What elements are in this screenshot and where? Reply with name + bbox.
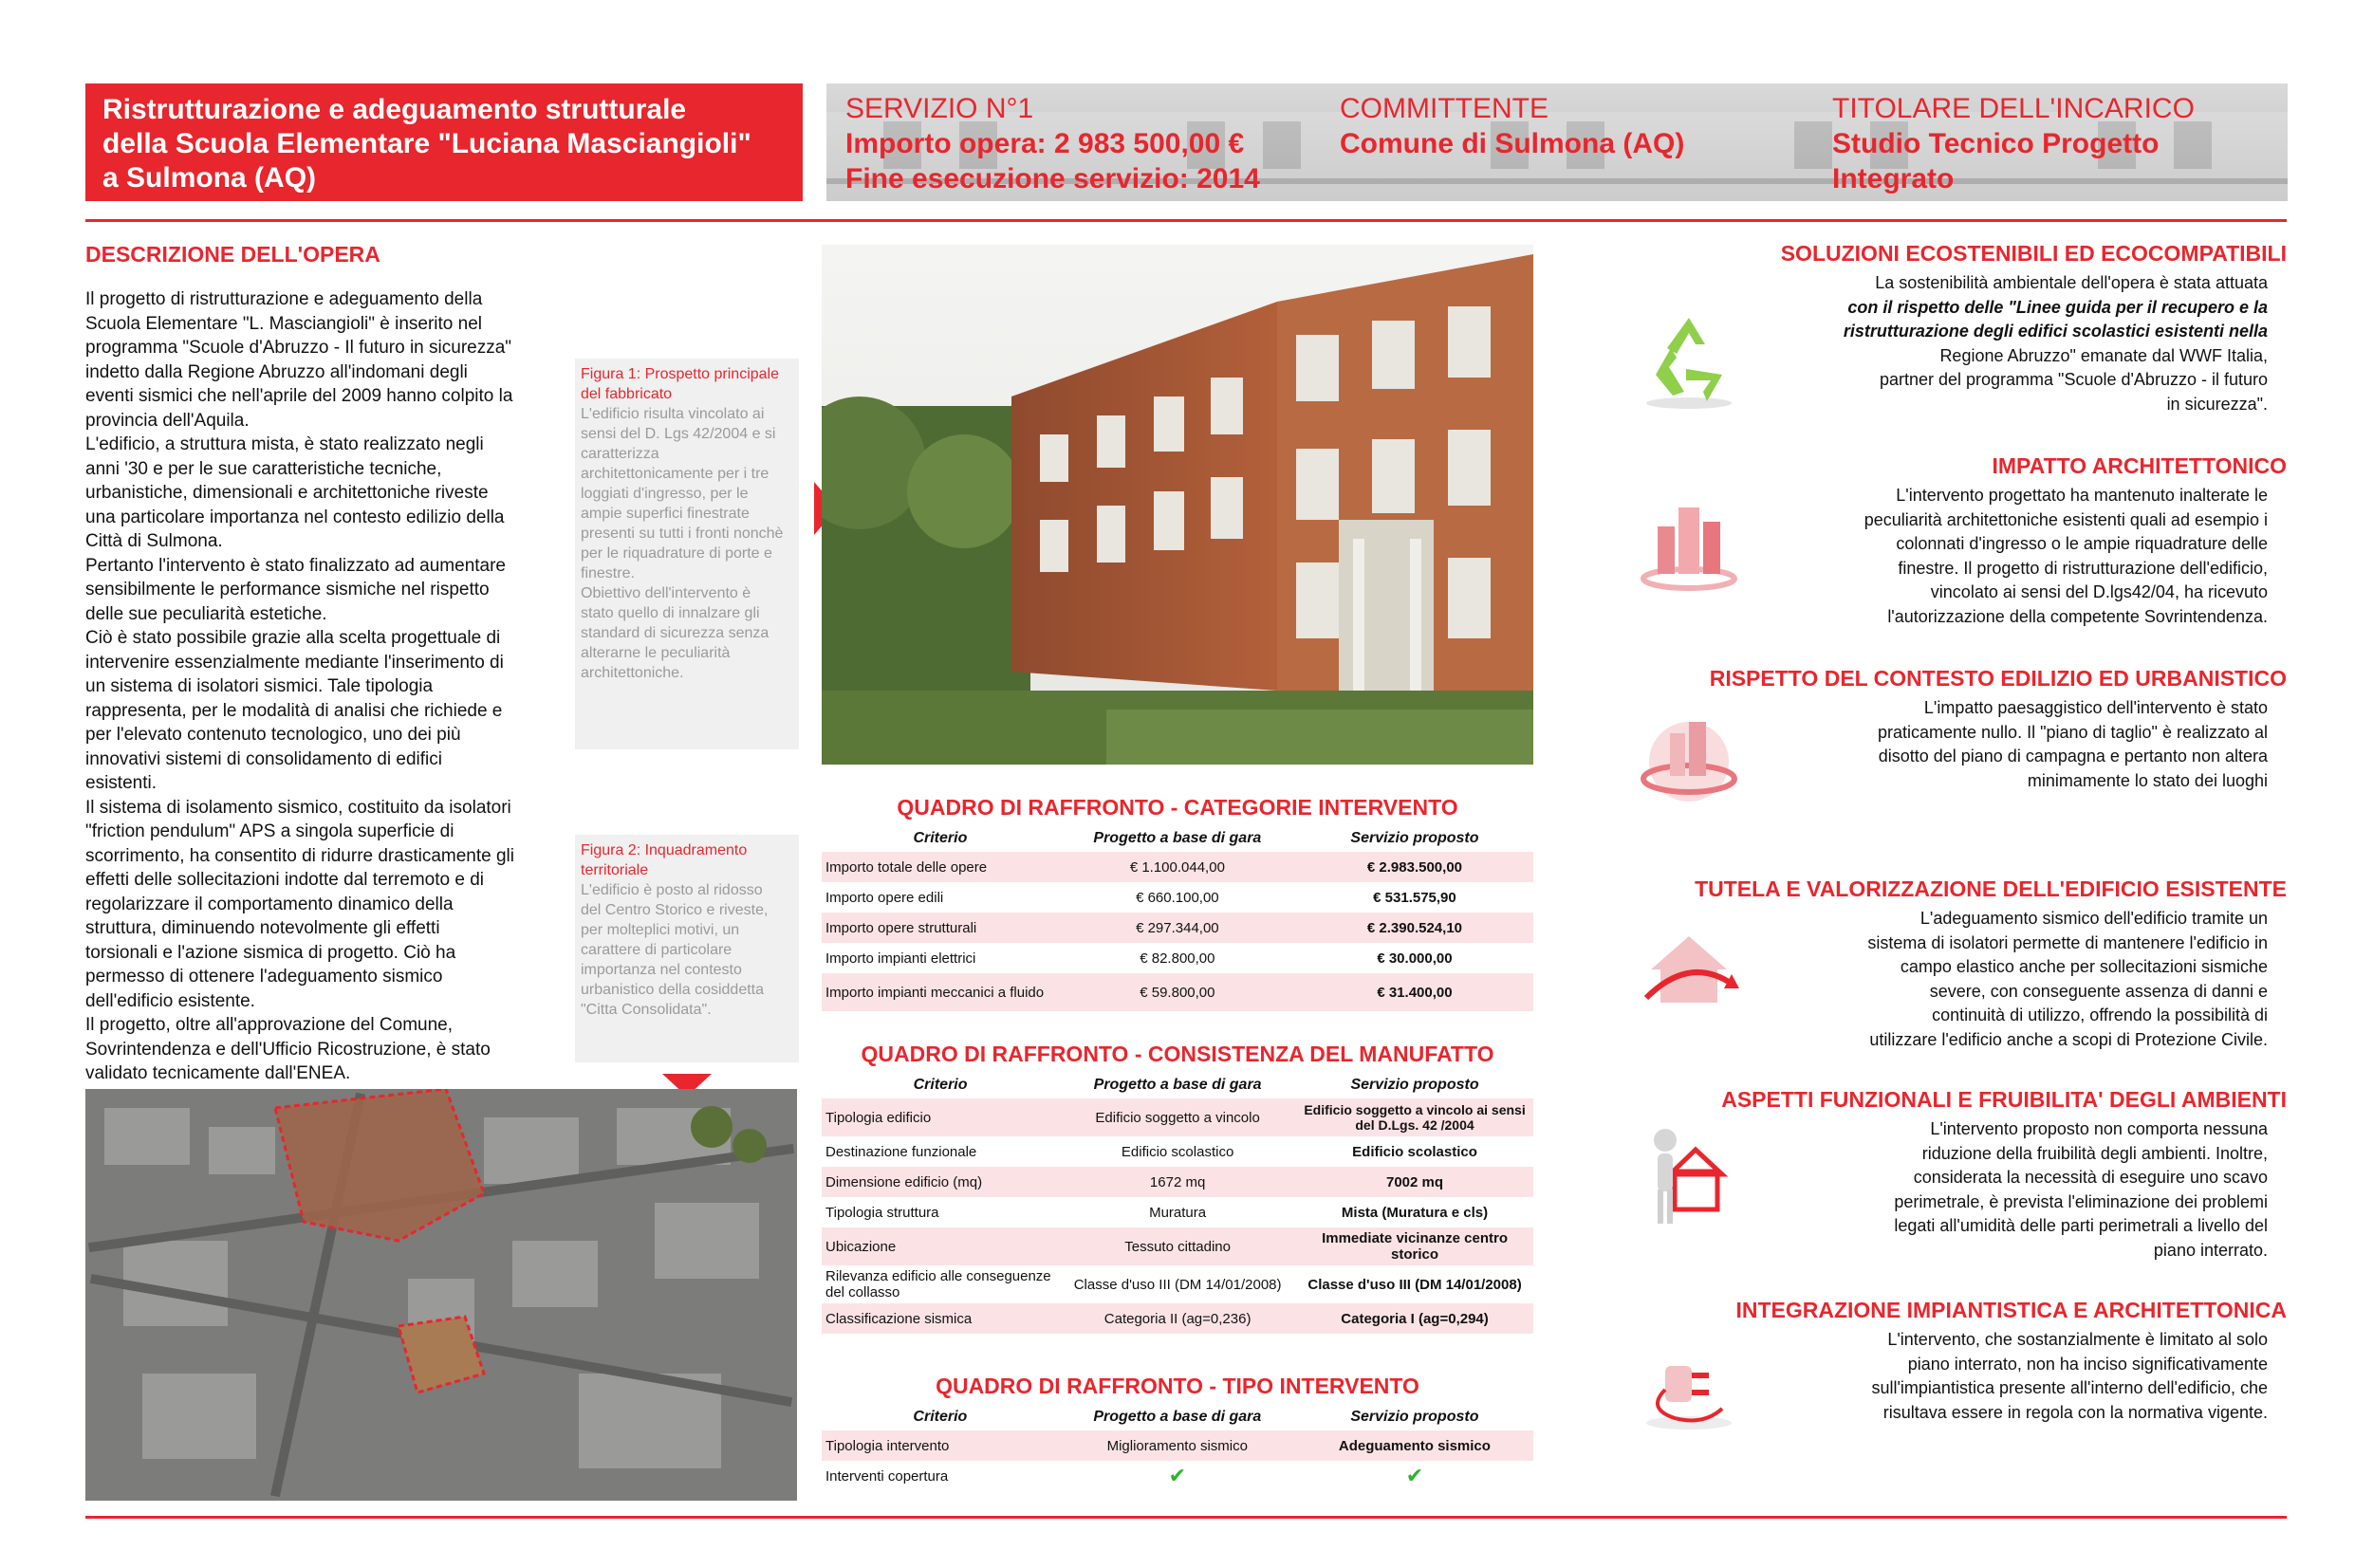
- text-line: Pertanto l'intervento è stato finalizzato ad aumentare: [85, 555, 507, 576]
- header-progetto: Progetto a base di gara: [1093, 830, 1262, 846]
- cell-progetto: € 660.100,00: [1136, 889, 1219, 906]
- recycle-icon: [1632, 304, 1746, 417]
- tutela-text: [1717, 907, 2268, 1052]
- text-line: un sistema di isolatori sismici. Tale tipologia: [85, 676, 434, 696]
- cell-servizio: € 30.000,00: [1377, 950, 1453, 967]
- caption-line: standard di sicurezza senza: [581, 625, 770, 641]
- text-line: minimamente lo stato dei luoghi: [2027, 770, 2268, 790]
- importo-opera: Importo opera: 2 983 500,00 €: [845, 128, 1245, 159]
- text-line: L'intervento, che sostanzialmente è limitato al solo: [1887, 1330, 2268, 1349]
- text-line: rappresenta, per le modalità di analisi che richiede e: [85, 700, 503, 721]
- text-line: urbanistiche, dimensionali e architettoniche riveste: [85, 483, 489, 503]
- cell-servizio: Mista (Muratura e cls): [1341, 1204, 1489, 1221]
- cell-servizio: Immediate vicinanze centro storico: [1296, 1227, 1533, 1265]
- cell-criterio: Importo totale delle opere: [822, 852, 1059, 882]
- buildings-icon: [1632, 484, 1746, 598]
- cell-criterio: Ubicazione: [822, 1227, 1059, 1265]
- cell-criterio: Dimensione edificio (mq): [822, 1167, 1059, 1197]
- cell-progetto: € 1.100.044,00: [1059, 852, 1296, 882]
- header-criterio: Criterio: [913, 1409, 968, 1425]
- caption-line: carattere di particolare: [581, 942, 732, 958]
- tipo-title: QUADRO DI RAFFRONTO - TIPO INTERVENTO: [936, 1374, 1419, 1398]
- cell-progetto: Edificio scolastico: [1121, 1143, 1234, 1160]
- text-line: torsionali e l'azione sismica di progetto. Ciò ha: [85, 942, 456, 963]
- table-row: [822, 852, 1533, 882]
- integrazione-title: INTEGRAZIONE IMPIANTISTICA E ARCHITETTONICA: [1735, 1298, 2287, 1322]
- table-row: [822, 1303, 1533, 1334]
- titolare-block: [1832, 91, 2195, 196]
- text-line: regolarizzare il comportamento dinamico della: [85, 894, 454, 914]
- cell-progetto: Categoria II (ag=0,236): [1059, 1303, 1296, 1334]
- project-title-line: Ristrutturazione e adeguamento strutturale: [102, 94, 687, 125]
- header-servizio: Servizio proposto: [1350, 1409, 1479, 1425]
- categorie-title: QUADRO DI RAFFRONTO - CATEGORIE INTERVENTO: [897, 795, 1458, 820]
- table-header-row: [822, 1072, 1533, 1098]
- cell-criterio: Tipologia edificio: [822, 1098, 1059, 1136]
- caption-line: "Citta Consolidata".: [581, 1002, 712, 1018]
- caption-line: importanza nel contesto: [581, 962, 742, 978]
- cell-criterio: Destinazione funzionale: [825, 1143, 977, 1160]
- titolare-value: Integrato: [1832, 163, 1955, 194]
- cell-progetto: Classe d'uso III (DM 14/01/2008): [1073, 1276, 1282, 1293]
- cell-servizio: Edificio scolastico: [1352, 1143, 1477, 1160]
- cell-progetto: Edificio soggetto a vincolo: [1059, 1098, 1296, 1136]
- text-line: colonnati d'ingresso o le ampie riquadrature delle: [1896, 534, 2268, 553]
- text-line: L'intervento proposto non comporta nessuna: [1930, 1119, 2268, 1138]
- text-line: sensibilmente le performance sismiche nel rispetto: [85, 580, 490, 600]
- caption-line: caratterizza: [581, 446, 659, 462]
- table-row: [822, 1265, 1533, 1303]
- text-line: perimetrale, è prevista l'eliminazione dei problemi: [1894, 1191, 2268, 1211]
- table-row: [822, 1098, 1533, 1136]
- text-line: vincolato ai sensi del D.lgs42/04, ha ricevuto: [1930, 582, 2268, 601]
- text-line: La sostenibilità ambientale dell'opera è stata attuata: [1875, 273, 2268, 292]
- caption-line: per molteplici motivi, un: [581, 922, 740, 938]
- person-house-icon: [1632, 1119, 1746, 1233]
- table-row: [822, 973, 1533, 1011]
- cell-criterio: Classificazione sismica: [822, 1303, 1059, 1334]
- text-line: riduzione della fruibilità degli ambienti. Inoltre,: [1921, 1143, 2268, 1163]
- caption-line: loggiati d'ingresso, per le: [581, 486, 749, 502]
- text-line: Il progetto di ristrutturazione e adeguamento della: [85, 289, 483, 309]
- header-info-banner: [826, 83, 2288, 201]
- city-globe-icon: [1632, 700, 1746, 814]
- header-progetto: Progetto a base di gara: [1093, 1077, 1262, 1093]
- cell-servizio: € 31.400,00: [1296, 973, 1533, 1011]
- text-line: in sicurezza".: [2166, 394, 2268, 414]
- project-title-line: della Scuola Elementare "Luciana Masciangioli": [102, 128, 751, 159]
- figura1-caption: [575, 359, 799, 749]
- titolare-label: TITOLARE DELL'INCARICO: [1832, 93, 2195, 124]
- bottom-divider: [85, 1516, 2287, 1519]
- cell-progetto: € 82.800,00: [1140, 950, 1215, 967]
- header-servizio: Servizio proposto: [1350, 830, 1479, 846]
- committente-block: [1340, 91, 1684, 161]
- cell-criterio: Rilevanza edificio alle conseguenze del collasso: [825, 1268, 1051, 1301]
- consistenza-table: [822, 1072, 1533, 1334]
- text-line: campo elastico anche per sollecitazioni sismiche: [1900, 957, 2268, 976]
- header-criterio: Criterio: [913, 830, 968, 846]
- cell-servizio: Categoria I (ag=0,294): [1296, 1303, 1533, 1334]
- integrazione-text: [1717, 1328, 2268, 1425]
- text-line: Il progetto, oltre all'approvazione del Comune,: [85, 1015, 454, 1035]
- house-arrow-icon: [1632, 913, 1746, 1026]
- consistenza-title: QUADRO DI RAFFRONTO - CONSISTENZA DEL MANUFATTO: [861, 1042, 1494, 1066]
- text-line: esistenti.: [85, 773, 157, 793]
- table-header-row: [822, 1404, 1533, 1430]
- text-line: una particolare importanza nel contesto edilizio della: [85, 507, 505, 527]
- caption-line: finestre.: [581, 565, 635, 581]
- text-line: L'intervento progettato ha mantenuto inalterate le: [1896, 486, 2268, 505]
- text-line: Regione Abruzzo" emanate dal WWF Italia,: [1939, 345, 2268, 365]
- cell-criterio: Tipologia intervento: [822, 1430, 1059, 1461]
- aspetti-text: [1717, 1117, 2268, 1263]
- table-row: [822, 1167, 1533, 1197]
- cell-servizio: € 2.983.500,00: [1296, 852, 1533, 882]
- caption-line: sensi del D. Lgs 42/2004 e si: [581, 426, 776, 442]
- cell-criterio: Importo opere edili: [825, 889, 944, 906]
- text-line: anni '30 e per le sue caratteristiche tecniche,: [85, 458, 442, 479]
- text-line: struttura, diminuendo notevolmente gli effetti: [85, 918, 440, 938]
- cell-criterio: Interventi copertura: [825, 1467, 949, 1485]
- caption-line: per le riquadrature di porte e: [581, 545, 772, 562]
- fine-esecuzione: Fine esecuzione servizio: 2014: [845, 163, 1260, 194]
- rispetto-text: [1717, 696, 2268, 793]
- plug-icon: [1632, 1328, 1746, 1442]
- text-line: L'adeguamento sismico dell'edificio tramite un: [1919, 909, 2268, 928]
- text-line: severe, con conseguente assenza di danni e: [1929, 981, 2268, 1001]
- caption-line: architettonicamente per i tre: [581, 466, 770, 482]
- caption-line: presenti su tutti i fronti nonchè: [581, 526, 784, 542]
- table-row: [822, 1461, 1533, 1491]
- figura2-caption: [575, 835, 799, 1062]
- aerial-map: [85, 1089, 797, 1501]
- descrizione-title: DESCRIZIONE DELL'OPERA: [85, 242, 380, 267]
- cell-servizio: € 2.390.524,10: [1296, 913, 1533, 943]
- servizio-label: SERVIZIO N°1: [845, 93, 1034, 124]
- text-line: praticamente nullo. Il "piano di taglio" è realizzato al: [1877, 722, 2268, 742]
- table-row: [822, 1227, 1533, 1265]
- text-line: utilizzare l'edificio anche a scopi di Protezione Civile.: [1869, 1029, 2268, 1049]
- text-line: partner del programma "Scuole d'Abruzzo - il futuro: [1879, 370, 2268, 389]
- text-line: sistema di isolatori permette di mantenere l'edificio in: [1867, 932, 2268, 952]
- cell-progetto: Tessuto cittadino: [1059, 1227, 1296, 1265]
- tipo-table: [822, 1404, 1533, 1491]
- cell-servizio: € 531.575,90: [1373, 889, 1456, 906]
- text-line: con il rispetto delle "Linee guida per il recupero e la: [1847, 297, 2268, 317]
- committente-label: COMMITTENTE: [1340, 93, 1548, 124]
- text-line: disotto del piano di campagna e pertanto non altera: [1878, 747, 2268, 766]
- text-line: piano interrato.: [2153, 1240, 2268, 1260]
- text-line: dell'edificio esistente.: [85, 990, 255, 1011]
- check-icon: ✔: [1168, 1464, 1186, 1487]
- figura2-title: territoriale: [581, 862, 649, 878]
- text-line: Il sistema di isolamento sismico, costituito da isolatori: [85, 797, 511, 818]
- table-row: [822, 882, 1533, 913]
- categorie-table: [822, 825, 1533, 1011]
- table-row: [822, 913, 1533, 943]
- text-line: innovativi sistemi di consolidamento di edifici: [85, 748, 442, 769]
- cell-criterio: Importo impianti meccanici a fluido: [822, 973, 1059, 1011]
- caption-line: architettoniche.: [581, 665, 684, 681]
- header-progetto: Progetto a base di gara: [1093, 1409, 1262, 1425]
- text-line: finestre. Il progetto di ristrutturazione dell'edificio,: [1898, 558, 2268, 578]
- cell-servizio: Classe d'uso III (DM 14/01/2008): [1307, 1276, 1522, 1293]
- project-title-line: a Sulmona (AQ): [102, 162, 317, 194]
- caption-line: del Centro Storico e riveste,: [581, 902, 769, 918]
- figura2-title: Figura 2: Inquadramento: [581, 842, 748, 858]
- text-line: considerata la necessità di eseguire uno scavo: [1913, 1168, 2268, 1187]
- rispetto-title: RISPETTO DEL CONTESTO EDILIZIO ED URBANISTICO: [1709, 666, 2287, 691]
- building-photo: [822, 245, 1533, 765]
- text-line: peculiarità architettoniche esistenti quali ad esempio i: [1864, 509, 2268, 529]
- cell-criterio: Importo opere strutturali: [822, 913, 1059, 943]
- impatto-title: IMPATTO ARCHITETTONICO: [1992, 453, 2287, 478]
- cell-progetto: € 297.344,00: [1059, 913, 1296, 943]
- header-criterio: Criterio: [913, 1077, 968, 1093]
- text-line: programma "Scuole d'Abruzzo - Il futuro in sicurezza": [85, 338, 512, 358]
- cell-criterio: Importo impianti elettrici: [825, 950, 976, 967]
- table-header-row: [822, 825, 1533, 852]
- cell-criterio: Tipologia struttura: [825, 1204, 939, 1221]
- caption-line: stato quello di innalzare gli: [581, 605, 760, 621]
- cell-progetto: Miglioramento sismico: [1059, 1430, 1296, 1461]
- text-line: Scuola Elementare "L. Masciangioli" è inserito nel: [85, 313, 482, 334]
- top-divider: [85, 219, 2287, 222]
- soluzioni-title: SOLUZIONI ECOSTENIBILI ED ECOCOMPATIBILI: [1780, 241, 2287, 266]
- text-line: "friction pendulum" APS a singola superficie di: [85, 821, 454, 841]
- text-line: Ciò è stato possibile grazie alla scelta progettuale di: [85, 628, 501, 648]
- cell-progetto: 1672 mq: [1059, 1167, 1296, 1197]
- text-line: piano interrato, non ha inciso significativamente: [1907, 1354, 2268, 1374]
- table-row: [822, 1136, 1533, 1167]
- caption-line: urbanistico della cosiddetta: [581, 982, 765, 998]
- cell-servizio: Edificio soggetto a vincolo ai sensi del D.Lgs. 42 /2004: [1296, 1098, 1533, 1136]
- text-line: legati all'umidità delle parti perimetrali a livello del: [1894, 1216, 2268, 1235]
- check-icon: ✔: [1405, 1464, 1424, 1487]
- text-line: ristrutturazione degli edifici scolastici esistenti nella: [1843, 322, 2268, 341]
- header-servizio: Servizio proposto: [1350, 1077, 1479, 1093]
- text-line: scorrimento, ha consentito di ridurre drasticamente gli: [85, 845, 514, 866]
- text-line: per l'elevato contenuto tecnologico, uno dei più: [85, 725, 461, 745]
- text-line: validato tecnicamente dall'ENEA.: [85, 1063, 351, 1083]
- committente-value: Comune di Sulmona (AQ): [1340, 128, 1685, 159]
- cell-progetto: Muratura: [1149, 1204, 1207, 1221]
- text-line: Sovrintendenza e dell'Ufficio Ricostruzione, è stato: [85, 1039, 491, 1060]
- cell-progetto: € 59.800,00: [1059, 973, 1296, 1011]
- text-line: intervenire essenzialmente mediante l'inserimento di: [85, 652, 504, 673]
- soluzioni-text: [1717, 271, 2268, 416]
- caption-line: Obiettivo dell'intervento è: [581, 585, 751, 601]
- caption-line: alterarne le peculiarità: [581, 645, 731, 661]
- text-line: provincia dell'Aquila.: [85, 410, 250, 431]
- text-line: L'edificio, a struttura mista, è stato realizzato negli: [85, 434, 484, 454]
- text-line: indetto dalla Regione Abruzzo all'indomani degli: [85, 361, 468, 382]
- text-line: sull'impiantistica presente all'interno dell'edificio, che: [1871, 1378, 2268, 1397]
- table-row: [822, 1430, 1533, 1461]
- servizio-block: [845, 91, 1260, 196]
- cell-servizio: Adeguamento sismico: [1296, 1430, 1533, 1461]
- text-line: continuità di utilizzo, offrendo la possibilità di: [1932, 1005, 2268, 1024]
- project-title-box: [85, 83, 803, 201]
- table-row: [822, 1197, 1533, 1227]
- caption-line: L'edificio risulta vincolato ai: [581, 406, 765, 422]
- figura1-title: Figura 1: Prospetto principale: [581, 366, 779, 382]
- impatto-text: [1717, 484, 2268, 629]
- aspetti-title: ASPETTI FUNZIONALI E FRUIBILITA' DEGLI AMBIENTI: [1721, 1087, 2287, 1112]
- caption-line: L'edificio è posto al ridosso: [581, 882, 763, 898]
- table-row: [822, 943, 1533, 973]
- text-line: risultava essere in regola con la normativa vigente.: [1882, 1402, 2268, 1422]
- text-line: L'impatto paesaggistico dell'intervento è stato: [1923, 698, 2268, 717]
- descrizione-text: [85, 287, 579, 1086]
- caption-line: ampie superfici finestrate: [581, 506, 750, 522]
- text-line: permesso di ottenere l'adeguamento sismico: [85, 967, 443, 987]
- text-line: delle sue peculiarità estetiche.: [85, 603, 327, 624]
- text-line: Città di Sulmona.: [85, 531, 223, 551]
- text-line: effetti delle sollecitazioni indotte dal terremoto e di: [85, 870, 485, 890]
- tutela-title: TUTELA E VALORIZZAZIONE DELL'EDIFICIO ESISTENTE: [1695, 876, 2287, 901]
- figura1-title: del fabbricato: [581, 386, 673, 402]
- titolare-value: Studio Tecnico Progetto: [1832, 128, 2160, 159]
- cell-servizio: 7002 mq: [1296, 1167, 1533, 1197]
- text-line: l'autorizzazione della competente Sovrintendenza.: [1887, 606, 2268, 626]
- text-line: eventi sismici che nell'aprile del 2009 hanno colpito la: [85, 386, 513, 406]
